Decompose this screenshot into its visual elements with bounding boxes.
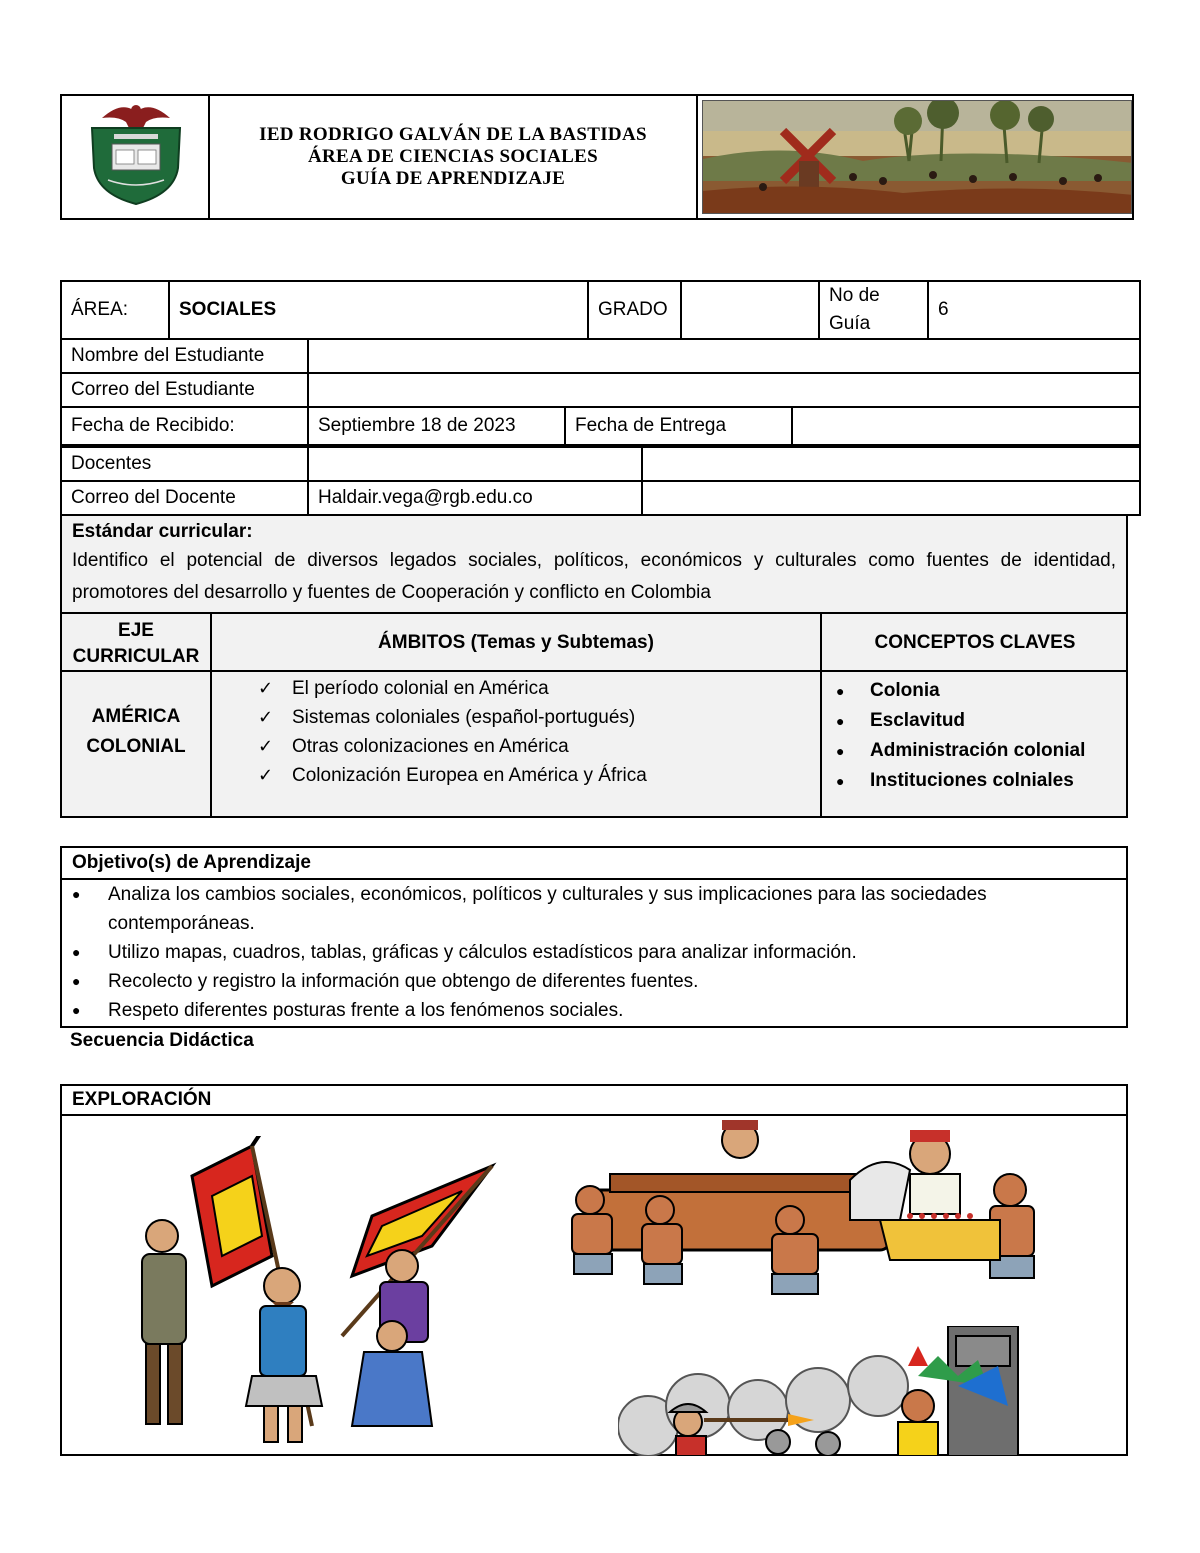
school-name: IED RODRIGO GALVÁN DE LA BASTIDAS — [259, 124, 647, 145]
bullet-icon: ● — [836, 773, 845, 789]
correo-docente-value: Haldair.vega@rgb.edu.co — [308, 481, 642, 515]
grado-label: GRADO — [588, 281, 681, 339]
objetivos-heading: Objetivo(s) de Aprendizaje — [62, 848, 1126, 880]
eje-value: AMÉRICA COLONIAL — [86, 706, 186, 757]
colonial-scene-image — [702, 100, 1132, 214]
grado-value[interactable] — [681, 281, 819, 339]
conquistadors-illustration — [102, 1136, 542, 1446]
procession-illustration — [550, 1110, 1060, 1320]
list-item: ● Utilizo mapas, cuadros, tablas, gráficas y cálculos estadísticos para analizar información. — [62, 938, 1126, 967]
eje-header: EJE CURRICULAR — [72, 620, 200, 667]
check-icon: ✓ — [258, 736, 274, 756]
docentes-extra-field[interactable] — [642, 447, 1140, 481]
bullet-icon: ● — [72, 886, 81, 902]
check-icon: ✓ — [258, 678, 274, 698]
secuencia-didactica-label: Secuencia Didáctica — [70, 1030, 254, 1051]
list-item: ✓ El período colonial en América — [258, 674, 647, 703]
nombre-label: Nombre del Estudiante — [61, 339, 308, 373]
docentes-field[interactable] — [308, 447, 642, 481]
list-item: ● Analiza los cambios sociales, económicos, políticos y culturales y sus implicaciones para las sociedades contemporáneas. — [62, 880, 1126, 938]
bullet-icon: ● — [836, 743, 845, 759]
conceptos-list — [834, 676, 1085, 796]
exploracion-heading: EXPLORACIÓN — [62, 1086, 1126, 1116]
fecha-entrega-label: Fecha de Entrega — [565, 407, 792, 445]
conceptos-header: CONCEPTOS CLAVES — [874, 632, 1076, 653]
list-item: ✓ Colonización Europea en América y África — [258, 761, 647, 790]
estandar-heading: Estándar curricular: — [72, 521, 253, 542]
battle-illustration — [618, 1326, 1038, 1456]
check-icon: ✓ — [258, 765, 274, 785]
correo-estudiante-label: Correo del Estudiante — [61, 373, 308, 407]
ambitos-header: ÁMBITOS (Temas y Subtemas) — [378, 632, 654, 653]
list-item: ✓ Otras colonizaciones en América — [258, 732, 647, 761]
info-table-top — [60, 280, 1141, 340]
list-item: ✓ Sistemas coloniales (español-portugués) — [258, 703, 647, 732]
bullet-icon: ● — [836, 713, 845, 729]
nombre-field[interactable] — [308, 339, 1140, 373]
objetivos-box — [60, 846, 1128, 1028]
list-item: ● Colonia — [834, 676, 1085, 706]
list-item: ● Recolecto y registro la información que obtengo de diferentes fuentes. — [62, 967, 1126, 996]
area-value: SOCIALES — [169, 281, 588, 339]
objetivos-list — [62, 880, 1126, 1025]
fecha-recibido-label: Fecha de Recibido: — [61, 407, 308, 445]
bullet-icon: ● — [72, 1002, 81, 1018]
estandar-curricular — [60, 514, 1128, 614]
fecha-recibido-value: Septiembre 18 de 2023 — [308, 407, 565, 445]
ambitos-list — [258, 674, 647, 790]
guia-label: No de Guía — [819, 281, 928, 339]
bullet-icon: ● — [72, 944, 81, 960]
header-titles — [210, 96, 698, 218]
list-item: ● Respeto diferentes posturas frente a los fenómenos sociales. — [62, 996, 1126, 1025]
list-item: ● Administración colonial — [834, 736, 1085, 766]
bullet-icon: ● — [836, 683, 845, 699]
correo-estudiante-field[interactable] — [308, 373, 1140, 407]
school-logo — [62, 96, 210, 218]
correo-docente-extra-field[interactable] — [642, 481, 1140, 515]
correo-docente-label: Correo del Docente — [61, 481, 308, 515]
fecha-entrega-field[interactable] — [792, 407, 1140, 445]
list-item: ● Instituciones colniales — [834, 766, 1085, 796]
guide-title: GUÍA DE APRENDIZAJE — [340, 168, 566, 189]
bullet-icon: ● — [72, 973, 81, 989]
check-icon: ✓ — [258, 707, 274, 727]
curriculum-table — [60, 614, 1128, 818]
document-header — [60, 94, 1134, 220]
docentes-label: Docentes — [61, 447, 308, 481]
exploracion-box — [60, 1084, 1128, 1456]
estandar-text: Identifico el potencial de diversos legados sociales, políticos, económicos y culturales como fuentes de identidad, promotores del desarrollo y fuentes de Cooperación y conflicto en Colombia — [72, 550, 1116, 603]
info-table-rows — [60, 338, 1141, 516]
list-item: ● Esclavitud — [834, 706, 1085, 736]
area-title: ÁREA DE CIENCIAS SOCIALES — [308, 146, 598, 167]
area-label: ÁREA: — [61, 281, 169, 339]
guia-value: 6 — [928, 281, 1140, 339]
